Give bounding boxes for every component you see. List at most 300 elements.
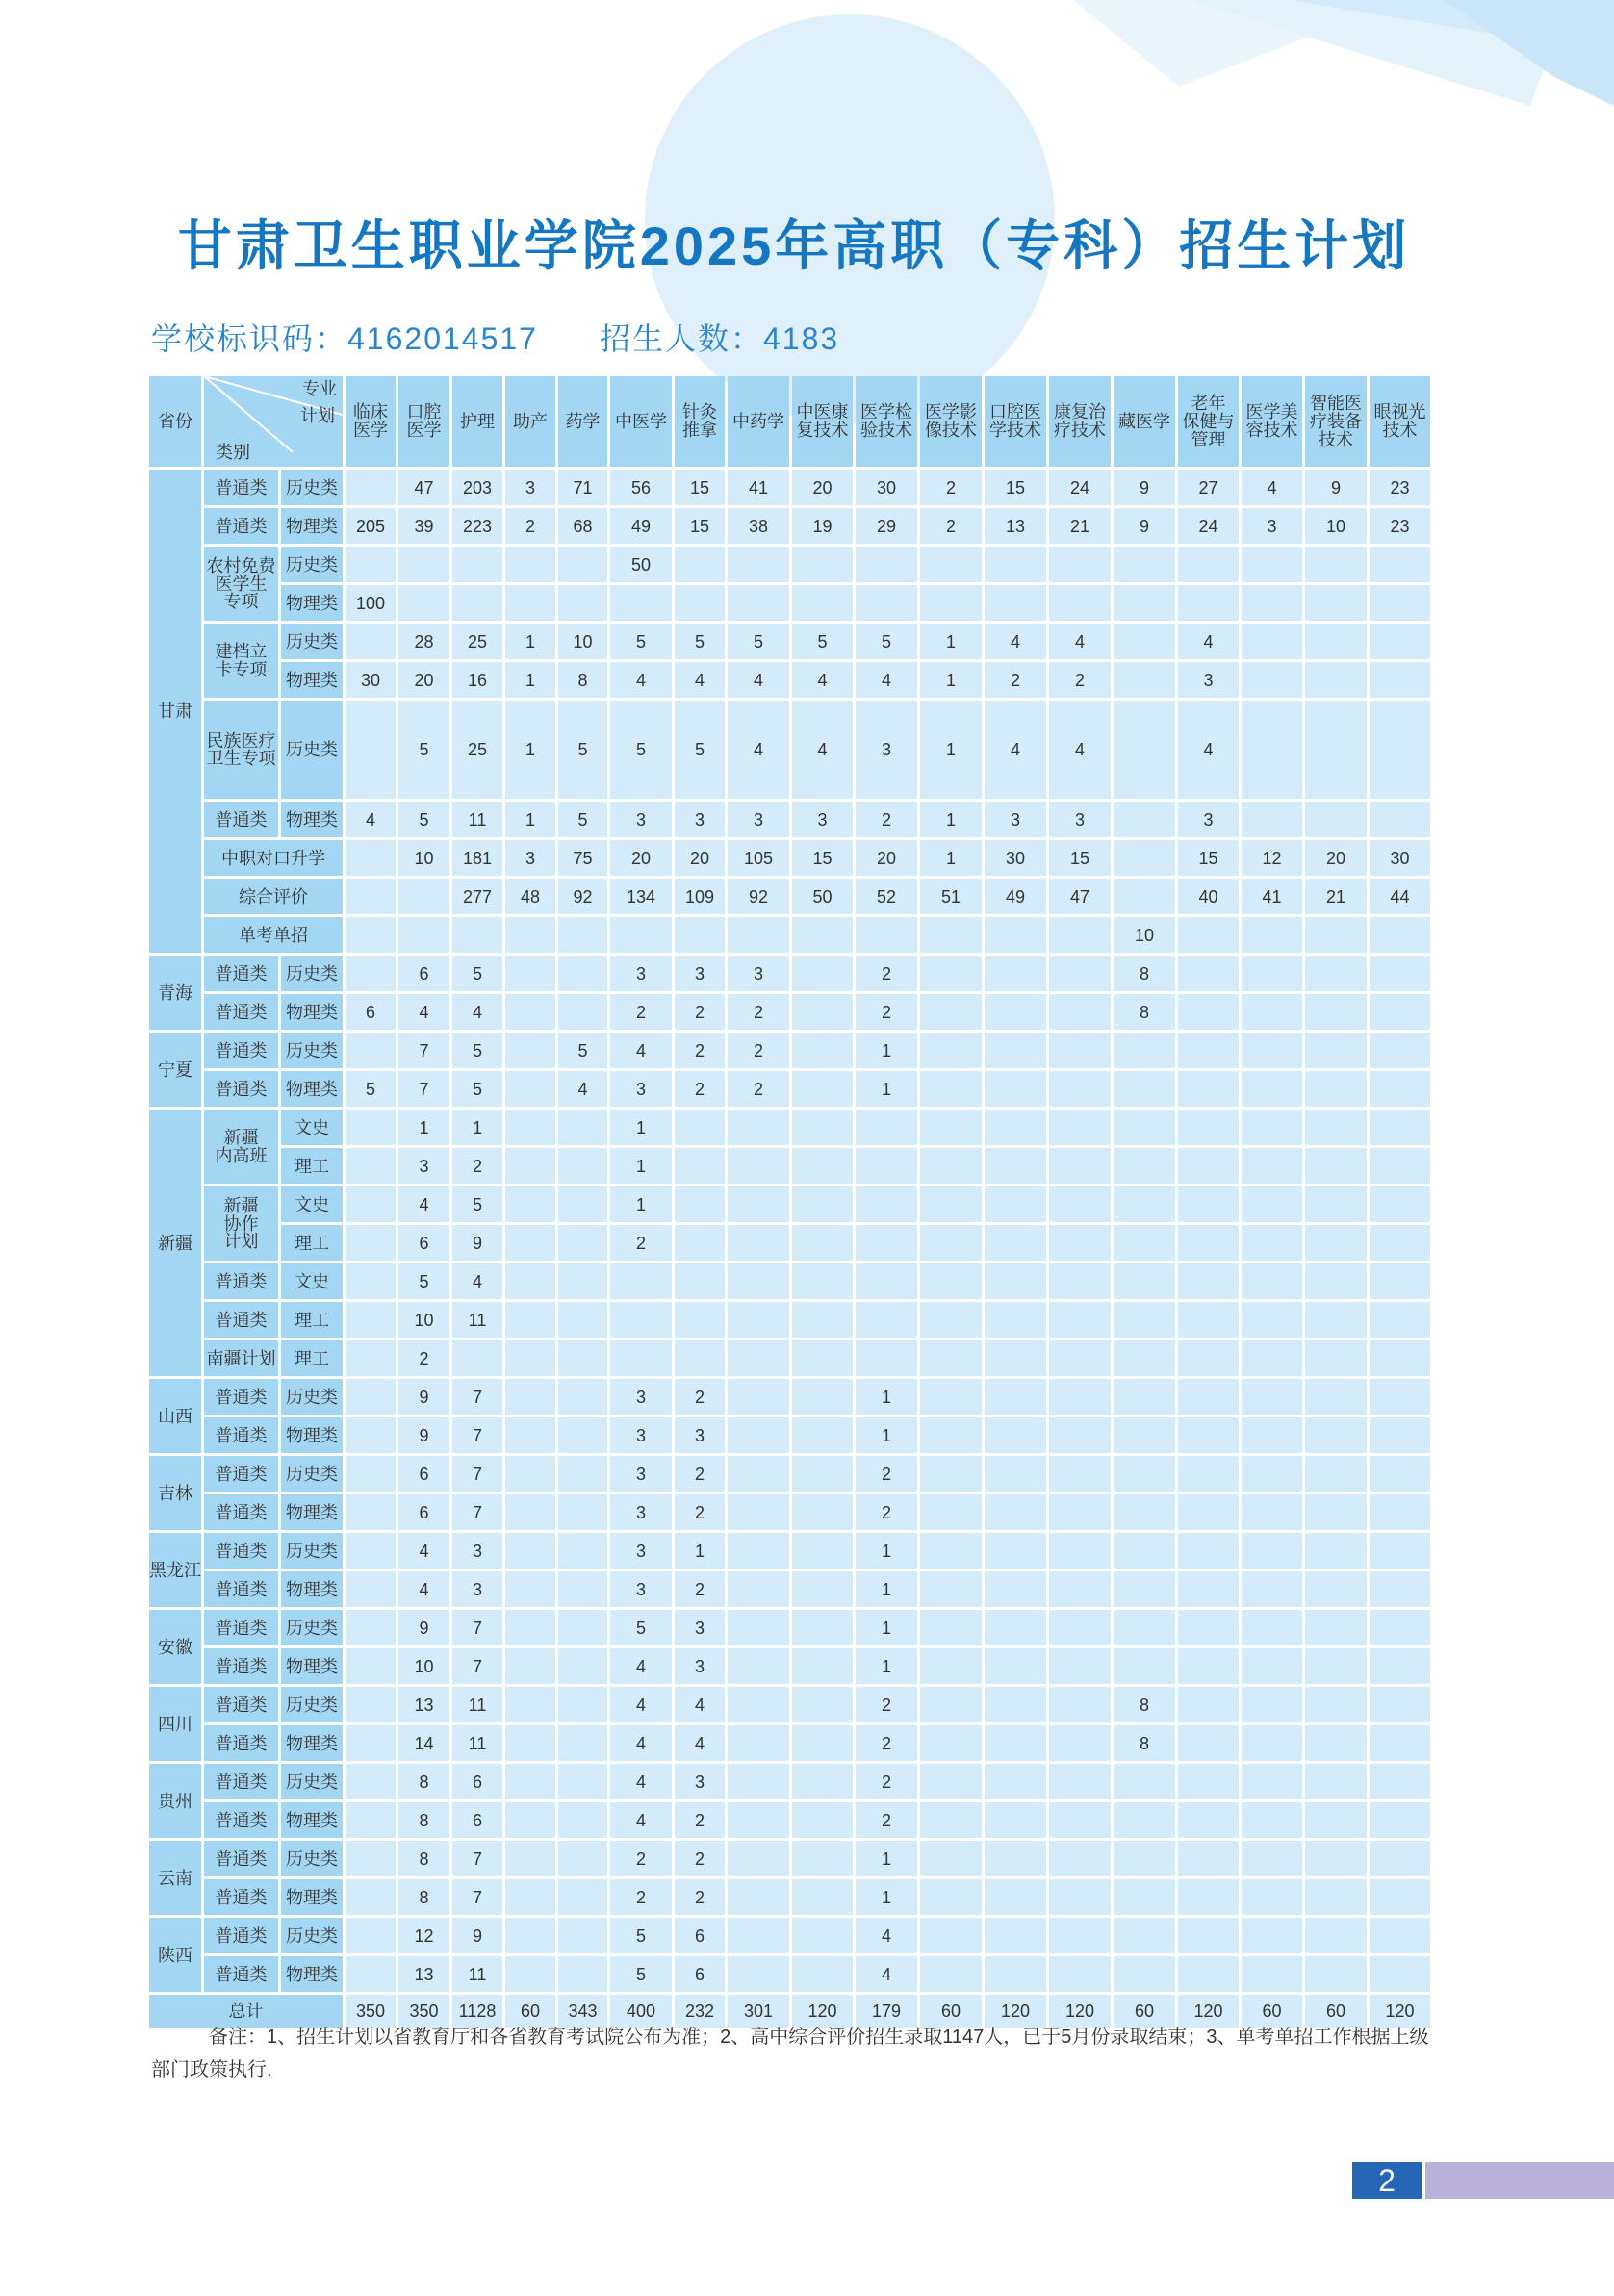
value-cell: 2 [856, 1456, 917, 1492]
value-cell: 4 [398, 994, 449, 1030]
value-cell [920, 1725, 982, 1761]
value-cell [856, 1148, 917, 1184]
value-cell: 4 [728, 701, 789, 799]
value-cell [1242, 1379, 1302, 1415]
total-value-cell: 60 [920, 1995, 982, 2028]
value-cell [985, 1571, 1046, 1607]
category-cell: 普通类 [204, 470, 278, 505]
value-cell [920, 1110, 982, 1145]
header-major: 临床 医学 [346, 376, 396, 467]
value-cell: 134 [610, 879, 672, 914]
value-cell [675, 1186, 725, 1222]
value-cell [1049, 1841, 1111, 1876]
category-cell: 南疆计划 [204, 1340, 278, 1376]
value-cell: 7 [398, 1071, 449, 1107]
value-cell: 2 [856, 994, 917, 1030]
value-cell [1242, 802, 1302, 837]
category-cell: 普通类 [204, 508, 278, 544]
value-cell [452, 547, 502, 582]
value-cell: 2 [675, 1802, 725, 1838]
value-cell: 3 [610, 802, 672, 837]
value-cell [728, 917, 789, 953]
value-cell: 6 [452, 1802, 502, 1838]
value-cell [1242, 1186, 1302, 1222]
value-cell: 8 [1114, 994, 1175, 1030]
value-cell [346, 917, 396, 953]
value-cell [610, 1340, 672, 1376]
value-cell: 5 [346, 1071, 396, 1107]
category-cell: 普通类 [204, 1841, 278, 1876]
value-cell [1370, 1225, 1430, 1261]
value-cell [920, 1648, 982, 1684]
value-cell [985, 1302, 1046, 1338]
plan-cell: 历史类 [281, 1764, 343, 1799]
plan-cell: 历史类 [281, 1033, 343, 1068]
value-cell [920, 956, 982, 991]
value-cell [856, 917, 917, 953]
value-cell: 3 [675, 802, 725, 837]
value-cell [1114, 1494, 1175, 1530]
value-cell: 20 [792, 470, 853, 505]
value-cell: 7 [452, 1379, 502, 1415]
value-cell [1242, 1340, 1302, 1376]
value-cell: 29 [856, 508, 917, 544]
value-cell [792, 1918, 853, 1953]
province-cell: 新疆 [149, 1110, 201, 1376]
value-cell [728, 585, 789, 621]
header-row [149, 376, 1430, 467]
value-cell [1242, 1725, 1302, 1761]
value-cell [985, 547, 1046, 582]
value-cell [728, 1610, 789, 1645]
value-cell [1114, 1340, 1175, 1376]
value-cell: 52 [856, 879, 917, 914]
value-cell [985, 1687, 1046, 1722]
value-cell [920, 1340, 982, 1376]
value-cell [1114, 1225, 1175, 1261]
total-value-cell: 179 [856, 1995, 917, 2028]
total-label: 总计 [149, 1995, 343, 2028]
value-cell [920, 1802, 982, 1838]
value-cell: 24 [1049, 470, 1111, 505]
value-cell [1242, 1956, 1302, 1992]
value-cell [985, 1225, 1046, 1261]
value-cell: 4 [452, 994, 502, 1030]
value-cell [1049, 1033, 1111, 1068]
value-cell [728, 1110, 789, 1145]
table-row [149, 1340, 1430, 1376]
value-cell [1178, 585, 1239, 621]
value-cell [985, 1186, 1046, 1222]
value-cell: 8 [1114, 1725, 1175, 1761]
value-cell [558, 1417, 607, 1453]
value-cell [1370, 994, 1430, 1030]
value-cell [792, 1071, 853, 1107]
value-cell: 3 [610, 1456, 672, 1492]
category-cell: 新疆 协作 计划 [204, 1186, 278, 1261]
value-cell [728, 1186, 789, 1222]
value-cell: 10 [558, 624, 607, 659]
value-cell: 49 [610, 508, 672, 544]
province-cell: 陕西 [149, 1918, 201, 1992]
value-cell: 3 [675, 1417, 725, 1453]
value-cell [346, 1725, 396, 1761]
value-cell [346, 1841, 396, 1876]
table-row [149, 1648, 1430, 1684]
value-cell: 2 [856, 1764, 917, 1799]
value-cell: 51 [920, 879, 982, 914]
header-major: 助产 [505, 376, 555, 467]
value-cell [505, 1302, 555, 1338]
value-cell [792, 1340, 853, 1376]
value-cell [1242, 1263, 1302, 1299]
value-cell [1305, 1379, 1367, 1415]
value-cell [920, 1148, 982, 1184]
value-cell [558, 1956, 607, 1992]
value-cell [1049, 1725, 1111, 1761]
value-cell [1178, 1263, 1239, 1299]
value-cell [558, 1186, 607, 1222]
value-cell [1114, 1456, 1175, 1492]
value-cell [1049, 917, 1111, 953]
value-cell [792, 1764, 853, 1799]
category-cell: 普通类 [204, 1379, 278, 1415]
value-cell [1114, 1841, 1175, 1876]
value-cell [985, 1648, 1046, 1684]
province-cell: 贵州 [149, 1764, 201, 1838]
value-cell: 15 [1178, 840, 1239, 876]
value-cell: 1 [398, 1110, 449, 1145]
value-cell: 2 [675, 1456, 725, 1492]
value-cell [792, 547, 853, 582]
value-cell: 8 [398, 1802, 449, 1838]
value-cell [792, 1841, 853, 1876]
value-cell [346, 624, 396, 659]
value-cell [1049, 1687, 1111, 1722]
value-cell [1305, 1417, 1367, 1453]
plan-cell: 物理类 [281, 1879, 343, 1915]
value-cell [1242, 994, 1302, 1030]
value-cell: 9 [1114, 508, 1175, 544]
value-cell [1305, 994, 1367, 1030]
value-cell [792, 1648, 853, 1684]
value-cell [1049, 1417, 1111, 1453]
total-value-cell: 120 [985, 1995, 1046, 2028]
plan-cell: 历史类 [281, 624, 343, 659]
value-cell [728, 1494, 789, 1530]
plan-cell: 物理类 [281, 508, 343, 544]
value-cell [856, 1302, 917, 1338]
value-cell [920, 1302, 982, 1338]
value-cell [1242, 1879, 1302, 1915]
table-row [149, 1725, 1430, 1761]
category-cell: 建档立 卡专项 [204, 624, 278, 698]
value-cell [1370, 662, 1430, 698]
value-cell [1114, 1033, 1175, 1068]
value-cell [792, 1456, 853, 1492]
value-cell: 2 [1049, 662, 1111, 698]
value-cell: 4 [856, 1918, 917, 1953]
value-cell [346, 1302, 396, 1338]
value-cell: 4 [675, 1687, 725, 1722]
corner-category-label: 类别 [216, 442, 250, 462]
category-cell: 综合评价 [204, 879, 343, 914]
table-row [149, 1956, 1430, 1992]
value-cell [675, 547, 725, 582]
value-cell [1305, 1186, 1367, 1222]
value-cell [1305, 1225, 1367, 1261]
value-cell [505, 917, 555, 953]
value-cell: 12 [398, 1918, 449, 1953]
table-row [149, 1302, 1430, 1338]
category-cell: 普通类 [204, 1263, 278, 1299]
header-major: 中医康 复技术 [792, 376, 853, 467]
table-row [149, 994, 1430, 1030]
value-cell: 5 [452, 1186, 502, 1222]
value-cell [728, 1340, 789, 1376]
table-row [149, 1033, 1430, 1068]
value-cell: 8 [558, 662, 607, 698]
header-major: 口腔医 学技术 [985, 376, 1046, 467]
plan-cell: 理工 [281, 1148, 343, 1184]
value-cell [346, 1494, 396, 1530]
value-cell: 4 [1242, 470, 1302, 505]
value-cell [558, 1571, 607, 1607]
category-cell: 普通类 [204, 1918, 278, 1953]
value-cell [1049, 1956, 1111, 1992]
value-cell: 5 [558, 802, 607, 837]
enroll-total: 招生人数：4183 [599, 321, 840, 356]
value-cell: 5 [452, 1033, 502, 1068]
value-cell [985, 585, 1046, 621]
value-cell [346, 701, 396, 799]
value-cell: 1 [856, 1071, 917, 1107]
value-cell: 2 [675, 1033, 725, 1068]
value-cell: 2 [920, 508, 982, 544]
value-cell: 4 [610, 1802, 672, 1838]
value-cell: 2 [856, 956, 917, 991]
value-cell [792, 1571, 853, 1607]
total-value-cell: 120 [1049, 1995, 1111, 2028]
table-row [149, 1456, 1430, 1492]
value-cell: 223 [452, 508, 502, 544]
value-cell [1305, 624, 1367, 659]
value-cell [1305, 1956, 1367, 1992]
value-cell [346, 1263, 396, 1299]
category-cell: 普通类 [204, 1456, 278, 1492]
value-cell: 4 [610, 1764, 672, 1799]
value-cell: 1 [505, 662, 555, 698]
value-cell: 41 [1242, 879, 1302, 914]
value-cell [985, 1110, 1046, 1145]
value-cell [920, 1456, 982, 1492]
value-cell [1049, 1225, 1111, 1261]
value-cell: 48 [505, 879, 555, 914]
value-cell [505, 1110, 555, 1145]
plan-cell: 物理类 [281, 1648, 343, 1684]
value-cell: 6 [346, 994, 396, 1030]
value-cell [1114, 1263, 1175, 1299]
value-cell: 6 [398, 956, 449, 991]
value-cell [1114, 1571, 1175, 1607]
value-cell: 3 [610, 1071, 672, 1107]
value-cell [792, 1610, 853, 1645]
province-cell: 安徽 [149, 1610, 201, 1684]
value-cell: 2 [920, 470, 982, 505]
value-cell [610, 585, 672, 621]
value-cell [505, 1764, 555, 1799]
value-cell: 6 [398, 1225, 449, 1261]
value-cell [505, 1456, 555, 1492]
value-cell: 9 [452, 1918, 502, 1953]
value-cell [792, 1956, 853, 1992]
value-cell [1178, 1764, 1239, 1799]
value-cell [920, 994, 982, 1030]
plan-cell: 文史 [281, 1186, 343, 1222]
total-value-cell: 350 [398, 1995, 449, 2028]
value-cell [610, 917, 672, 953]
value-cell: 13 [398, 1956, 449, 1992]
value-cell [505, 1687, 555, 1722]
category-cell: 普通类 [204, 994, 278, 1030]
value-cell [920, 1379, 982, 1415]
value-cell [1049, 1648, 1111, 1684]
value-cell [985, 1071, 1046, 1107]
value-cell [1370, 1571, 1430, 1607]
value-cell: 2 [398, 1340, 449, 1376]
value-cell: 4 [398, 1571, 449, 1607]
table-row [149, 1186, 1430, 1222]
value-cell [728, 1802, 789, 1838]
value-cell [728, 1225, 789, 1261]
value-cell [985, 1494, 1046, 1530]
category-cell: 普通类 [204, 1571, 278, 1607]
category-cell: 普通类 [204, 1687, 278, 1722]
value-cell [920, 1841, 982, 1876]
value-cell: 5 [610, 1610, 672, 1645]
value-cell [1370, 547, 1430, 582]
value-cell [1242, 956, 1302, 991]
value-cell: 3 [505, 840, 555, 876]
table-row [149, 1879, 1430, 1915]
total-value-cell: 400 [610, 1995, 672, 2028]
value-cell: 7 [452, 1610, 502, 1645]
value-cell [675, 1340, 725, 1376]
header-major: 针灸 推拿 [675, 376, 725, 467]
plan-cell: 历史类 [281, 1456, 343, 1492]
value-cell: 2 [610, 994, 672, 1030]
value-cell [1178, 1148, 1239, 1184]
value-cell [1178, 1417, 1239, 1453]
value-cell [1305, 802, 1367, 837]
value-cell [1114, 1148, 1175, 1184]
value-cell: 11 [452, 802, 502, 837]
value-cell [920, 1571, 982, 1607]
value-cell [346, 1340, 396, 1376]
value-cell: 5 [558, 701, 607, 799]
value-cell: 20 [398, 662, 449, 698]
value-cell: 49 [985, 879, 1046, 914]
value-cell: 4 [610, 1725, 672, 1761]
plan-cell: 历史类 [281, 956, 343, 991]
value-cell: 4 [792, 662, 853, 698]
value-cell [792, 1302, 853, 1338]
value-cell [505, 1033, 555, 1068]
value-cell [1049, 1263, 1111, 1299]
value-cell [920, 1918, 982, 1953]
value-cell [1178, 1494, 1239, 1530]
header-major: 药学 [558, 376, 607, 467]
value-cell: 5 [452, 956, 502, 991]
value-cell: 20 [675, 840, 725, 876]
table-row [149, 840, 1430, 876]
value-cell [505, 1340, 555, 1376]
value-cell: 1 [856, 1571, 917, 1607]
value-cell: 9 [452, 1225, 502, 1261]
total-value-cell: 343 [558, 1995, 607, 2028]
value-cell: 4 [610, 662, 672, 698]
value-cell: 8 [398, 1841, 449, 1876]
value-cell [1049, 1918, 1111, 1953]
value-cell: 25 [452, 701, 502, 799]
value-cell: 1 [920, 840, 982, 876]
value-cell: 5 [398, 802, 449, 837]
header-major: 中医学 [610, 376, 672, 467]
value-cell: 41 [728, 470, 789, 505]
value-cell [1114, 1918, 1175, 1953]
value-cell: 3 [610, 1417, 672, 1453]
table-row [149, 1417, 1430, 1453]
value-cell [728, 1841, 789, 1876]
value-cell [346, 1110, 396, 1145]
value-cell [1242, 1841, 1302, 1876]
table-row [149, 879, 1430, 914]
value-cell [558, 1263, 607, 1299]
value-cell: 12 [1242, 840, 1302, 876]
enrollment-plan-table [146, 373, 1433, 2030]
table-row [149, 1225, 1430, 1261]
header-major: 中药学 [728, 376, 789, 467]
value-cell [1049, 585, 1111, 621]
value-cell: 16 [452, 662, 502, 698]
value-cell: 3 [792, 802, 853, 837]
value-cell [920, 1263, 982, 1299]
value-cell [920, 1533, 982, 1569]
value-cell: 4 [856, 662, 917, 698]
value-cell [985, 1879, 1046, 1915]
value-cell: 47 [398, 470, 449, 505]
value-cell: 27 [1178, 470, 1239, 505]
value-cell [1370, 1764, 1430, 1799]
value-cell: 10 [1114, 917, 1175, 953]
value-cell [1178, 1956, 1239, 1992]
value-cell [1242, 1417, 1302, 1453]
value-cell [346, 1379, 396, 1415]
value-cell [675, 1110, 725, 1145]
plan-cell: 物理类 [281, 1071, 343, 1107]
value-cell [856, 1340, 917, 1376]
value-cell [1049, 1071, 1111, 1107]
value-cell [985, 1764, 1046, 1799]
value-cell [1114, 1802, 1175, 1838]
value-cell: 2 [675, 994, 725, 1030]
value-cell [505, 1494, 555, 1530]
value-cell [346, 1148, 396, 1184]
value-cell: 181 [452, 840, 502, 876]
value-cell: 2 [675, 1494, 725, 1530]
value-cell: 7 [452, 1841, 502, 1876]
value-cell [505, 1918, 555, 1953]
